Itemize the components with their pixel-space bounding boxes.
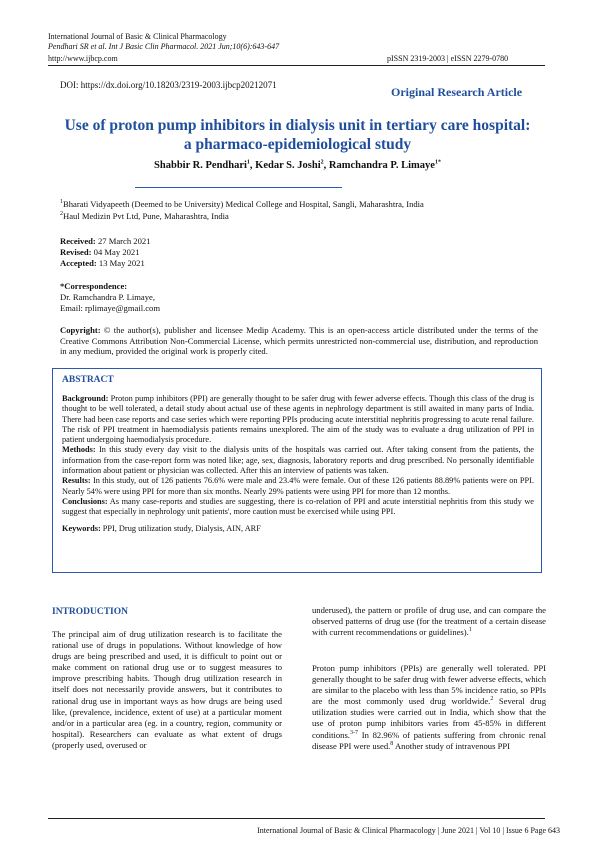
abstract-results: Results: In this study, out of 126 patients 76.6% were male and 23.4% were female. Out of these 126 patients 88.89% patients were on PPI. Nearly 54% were using PPI for more than six months. Nearly 29% patients were using PPI for more than 12 months.: [62, 476, 534, 496]
introduction-right-paragraph-2: Proton pump inhibitors (PPIs) are generally well tolerated. PPI generally thought to be safer drug with fewer adverse effects, which are similar to the placebo with less than 5% incidence ratio, so PPIs are the most commonly used drug worldwide.$^2$ Several drug utilization studies were carried out in India, which show that the use of proton pump inhibitors varies from 45-85% in different conditions.$^{3-7}$ In 82.96% of patients suffering from chronic renal disease PPI were used.$^8$ Another study of intravenous PPI: [312, 663, 546, 751]
abstract-background: Background: Proton pump inhibitors (PPI) are generally thought to be safer drug with fewer adverse effects. Though this class of the drug is thought to be well tolerated, a detail study about actual use of these agents in nephrology department is still awaited in many parts of India. There had been case reports and case series which were reporting PPIs producing acute interstitial nephritis progressing to acute renal failure. The risk of PPI treatment in haemodialysis patients remains unexplored. The aim of the study was to evaluate a drug utilization of PPI in patient undergoing haemodialysis procedure.: [62, 394, 534, 445]
correspondence-label: *Correspondence:: [60, 281, 128, 291]
abstract-body: [62, 394, 534, 534]
doi-line[interactable]: DOI: https://dx.doi.org/10.18203/2319-2003.ijbcp20212071: [60, 80, 277, 90]
abstract-box: [52, 368, 542, 573]
paper-title: [40, 116, 555, 154]
author-3: Ramchandra P. Limaye$^{1*}$: [328, 159, 441, 171]
affiliation-1: $^1$Bharati Vidyapeeth (Deemed to be University) Medical College and Hospital, Sangli, Maharashtra, India: [60, 199, 424, 209]
abstract-conclusions: Conclusions: As many case-reports and studies are suggesting, there is co-relation of PPI and acute interstitial nephritis from this study we suggest that especially in nephrology unit patients', more caution must be exercised while using PPI.: [62, 496, 534, 517]
journal-url[interactable]: http://www.ijbcp.com: [48, 54, 118, 63]
author-list: [40, 160, 555, 171]
author-1: Shabbir R. Pendhari$^1$,: [154, 159, 256, 171]
author-2: Kedar S. Joshi$^2$,: [255, 159, 329, 171]
header-rule: [48, 65, 545, 66]
article-type: Original Research Article: [391, 85, 523, 99]
author-divider: [135, 187, 342, 188]
received-date: Received: 27 March 2021: [60, 236, 151, 246]
title-line-2: a pharmaco-epidemiological study: [183, 136, 412, 153]
introduction-right-paragraph-1: underused), the pattern or profile of drug use, and can compare the observed patterns of drug use (for the treatment of a certain disease with current recommendations or guidelines).$^1$: [312, 605, 546, 638]
abstract-title: ABSTRACT: [62, 375, 114, 385]
citation-line: Pendhari SR et al. Int J Basic Clin Pharmacol. 2021 Jun;10(6):643-647: [48, 42, 280, 51]
accepted-date: Accepted: 13 May 2021: [60, 258, 145, 268]
journal-name: International Journal of Basic & Clinical Pharmacology: [48, 32, 227, 41]
correspondence-email[interactable]: Email: rplimaye@gmail.com: [60, 303, 161, 313]
introduction-left-paragraph: The principal aim of drug utilization research is to facilitate the rational use of drugs in populations. Without knowledge of how drugs are being prescribed and used, it is difficult to point out or make comment on rational drug use or to suggest measures to improve prescribing habits. Though drug utilization research in itself does not necessarily provide answers, but it contributes to rational drug use in important ways as how drugs are being used like, (prevalence, incidence, extent of use) at a particular moment and/or in a particular area (eg. in a country, region, community or hospital). Researchers can evaluate as what extent of drugs (properly used, overused or: [52, 629, 282, 750]
abstract-methods: Methods: In this study every day visit to the dialysis units of the hospitals was carried out. After taking consent from the patients, the information from the case-report form was noted like; age, sex, diagnosis, laboratory reports and drug prescribed. No personally identifiable information about patient or physician was collected. After this an interview of patients was taken.: [62, 445, 534, 476]
introduction-heading: INTRODUCTION: [52, 607, 129, 617]
page-footer: International Journal of Basic & Clinical Pharmacology | June 2021 | Vol 10 | Issue 6 Page 643: [257, 826, 560, 835]
correspondence-name: Dr. Ramchandra P. Limaye,: [60, 292, 155, 302]
revised-date: Revised: 04 May 2021: [60, 247, 140, 257]
abstract-keywords: Keywords: PPI, Drug utilization study, Dialysis, AIN, ARF: [62, 523, 261, 533]
issn-line: pISSN 2319-2003 | eISSN 2279-0780: [387, 54, 509, 63]
title-line-1: Use of proton pump inhibitors in dialysis unit in tertiary care hospital:: [64, 117, 531, 134]
footer-rule: [48, 818, 545, 819]
affiliation-2: $^2$Haul Medizin Pvt Ltd, Pune, Maharashtra, India: [60, 211, 229, 221]
copyright-notice: Copyright: © the author(s), publisher and licensee Medip Academy. This is an open-access article distributed under the terms of the Creative Commons Attribution Non-Commercial License, which permits unrestricted non-commercial use, distribution, and reproduction in any medium, provided the original work is properly cited.: [60, 325, 538, 357]
